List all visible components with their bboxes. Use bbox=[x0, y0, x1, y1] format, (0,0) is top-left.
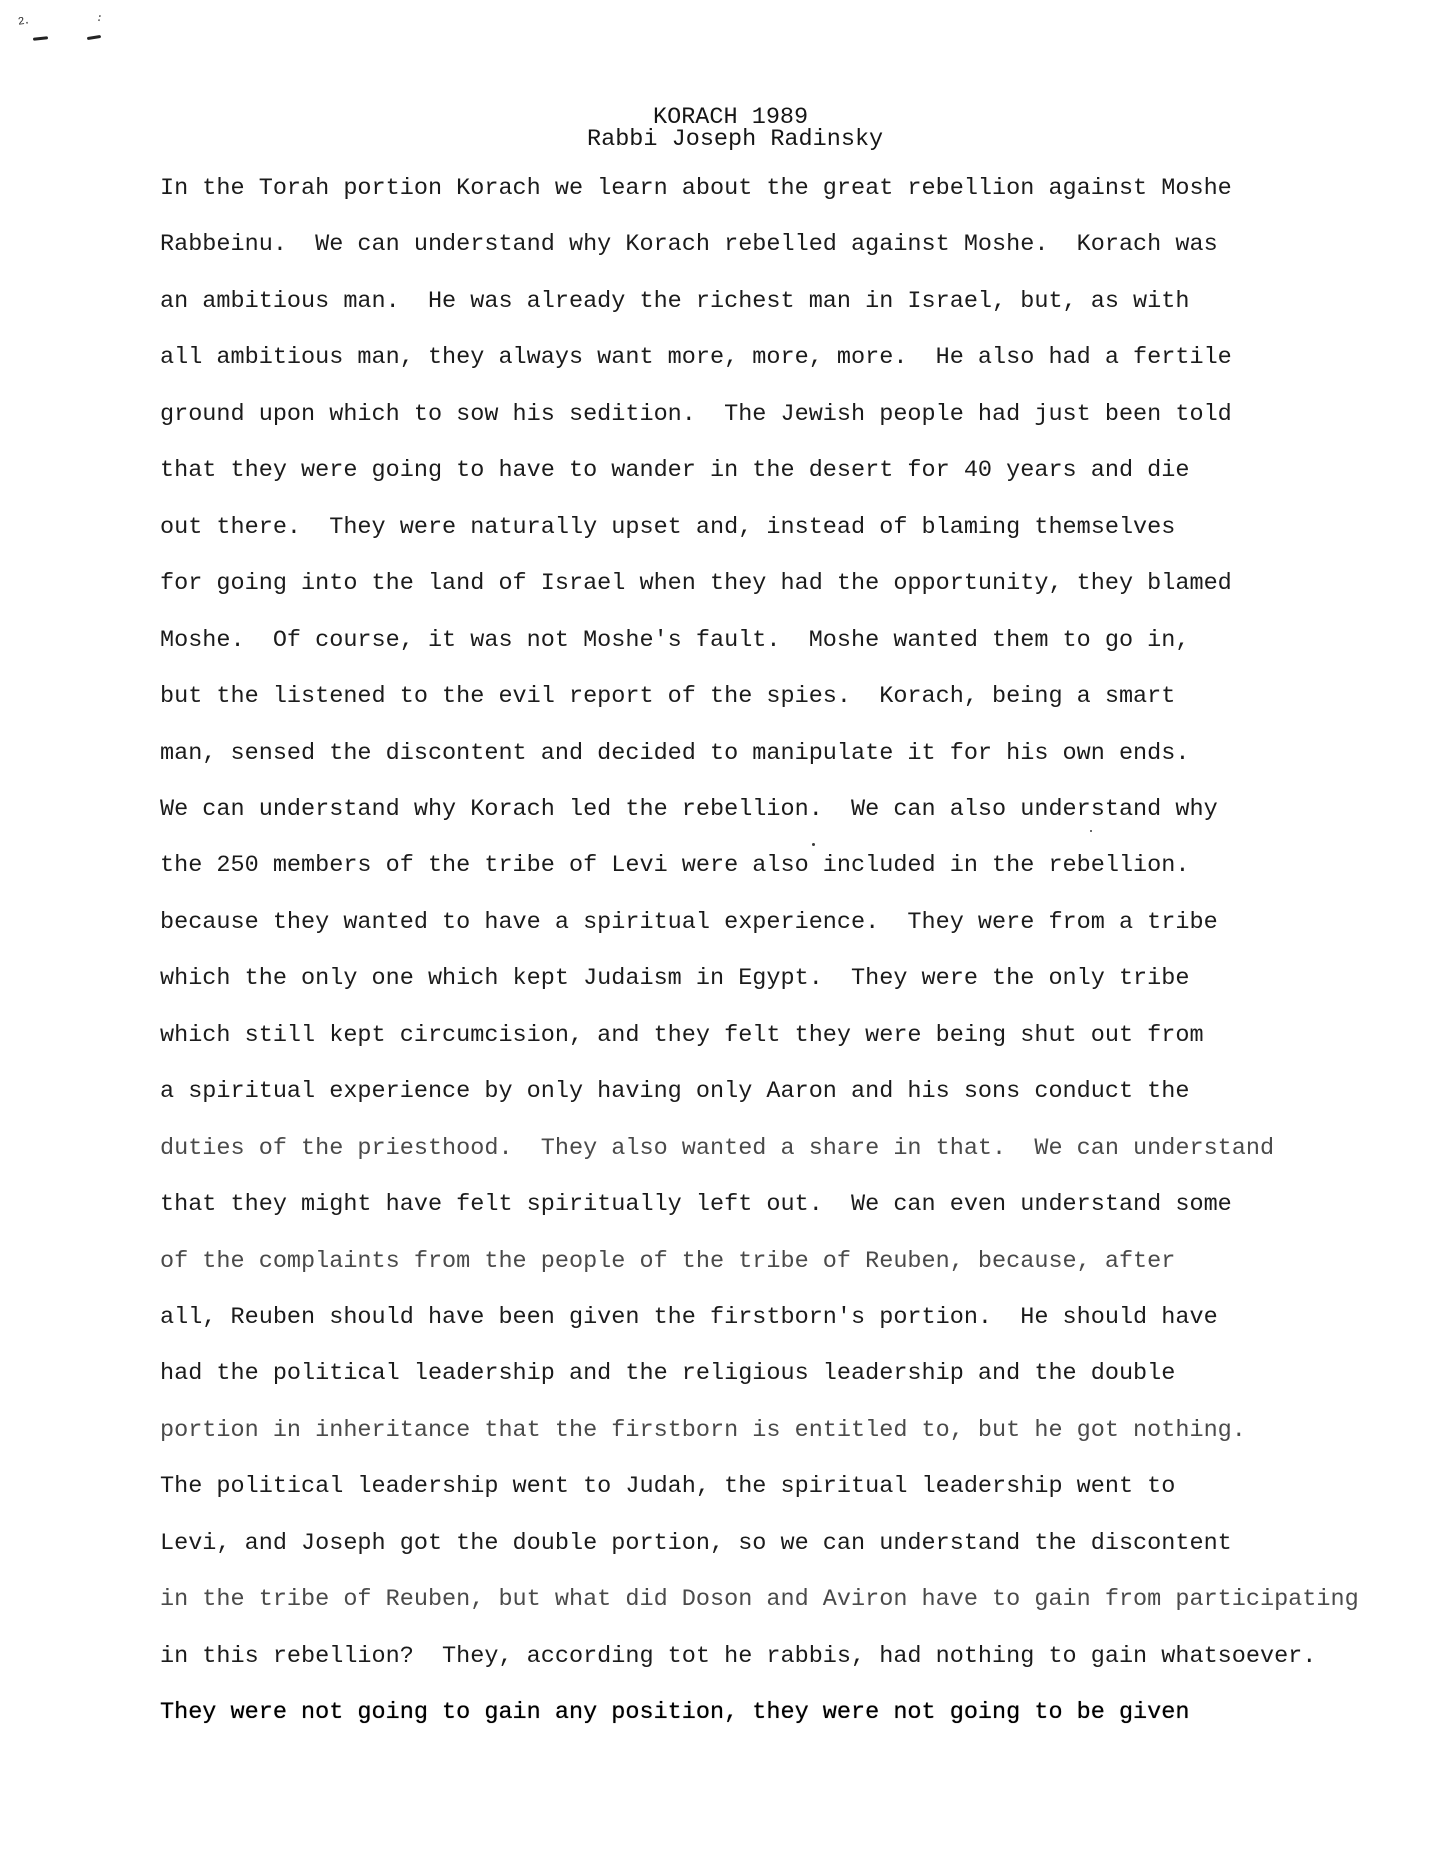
scan-artifact bbox=[812, 843, 815, 846]
scan-artifact: : bbox=[94, 12, 104, 26]
text-line: They were not going to gain any position, they were not going to be given bbox=[160, 1699, 1190, 1727]
text-line: man, sensed the discontent and decided to manipulate it for his own ends. bbox=[160, 739, 1190, 767]
text-line: all ambitious man, they always want more, more, more. He also had a fertile bbox=[160, 344, 1232, 372]
text-line: for going into the land of Israel when they had the opportunity, they blamed bbox=[160, 570, 1232, 598]
text-line: in the tribe of Reuben, but what did Doson and Aviron have to gain from participating bbox=[160, 1586, 1359, 1614]
text-line: all, Reuben should have been given the firstborn's portion. He should have bbox=[160, 1304, 1218, 1331]
text-line: The political leadership went to Judah, the spiritual leadership went to bbox=[160, 1473, 1176, 1501]
scan-artifact bbox=[33, 36, 48, 41]
text-line: a spiritual experience by only having only Aaron and his sons conduct the bbox=[160, 1078, 1190, 1106]
text-line: which still kept circumcision, and they felt they were being shut out from bbox=[160, 1021, 1204, 1049]
document-author: Rabbi Joseph Radinsky bbox=[587, 126, 884, 153]
text-line: duties of the priesthood. They also wanted a share in that. We can understand bbox=[160, 1134, 1275, 1162]
text-line: We can understand why Korach led the rebellion. We can also understand why bbox=[160, 795, 1218, 823]
text-line: Levi, and Joseph got the double portion, so we can understand the discontent bbox=[160, 1529, 1232, 1557]
text-line: Moshe. Of course, it was not Moshe's fault. Moshe wanted them to go in, bbox=[160, 626, 1190, 654]
text-line: portion in inheritance that the firstborn is entitled to, but he got nothing. bbox=[160, 1416, 1246, 1444]
text-line: but the listened to the evil report of the spies. Korach, being a smart bbox=[160, 683, 1176, 711]
text-line: that they might have felt spiritually left out. We can even understand some bbox=[160, 1191, 1232, 1219]
text-line: because they wanted to have a spiritual experience. They were from a tribe bbox=[160, 908, 1218, 936]
text-line: the 250 members of the tribe of Levi were also included in the rebellion. bbox=[160, 852, 1190, 880]
text-line: ground upon which to sow his sedition. The Jewish people had just been told bbox=[160, 400, 1232, 428]
scan-artifact: 2. bbox=[17, 15, 30, 29]
text-line: In the Torah portion Korach we learn about the great rebellion against Moshe bbox=[160, 175, 1232, 202]
document-title: KORACH 1989 bbox=[653, 104, 809, 131]
text-line: out there. They were naturally upset and, instead of blaming themselves bbox=[160, 513, 1176, 541]
scan-artifact bbox=[1090, 830, 1092, 832]
text-line: which the only one which kept Judaism in Egypt. They were the only tribe bbox=[160, 965, 1190, 993]
text-line: an ambitious man. He was already the richest man in Israel, but, as with bbox=[160, 287, 1190, 315]
scan-artifact bbox=[87, 35, 101, 40]
text-line: Rabbeinu. We can understand why Korach rebelled against Moshe. Korach was bbox=[160, 231, 1218, 259]
text-line: had the political leadership and the religious leadership and the double bbox=[160, 1360, 1176, 1388]
text-line: that they were going to have to wander in the desert for 40 years and die bbox=[160, 457, 1190, 485]
text-line: of the complaints from the people of the tribe of Reuben, because, after bbox=[160, 1247, 1176, 1275]
text-line: in this rebellion? They, according tot he rabbis, had nothing to gain whatsoever. bbox=[160, 1642, 1317, 1670]
